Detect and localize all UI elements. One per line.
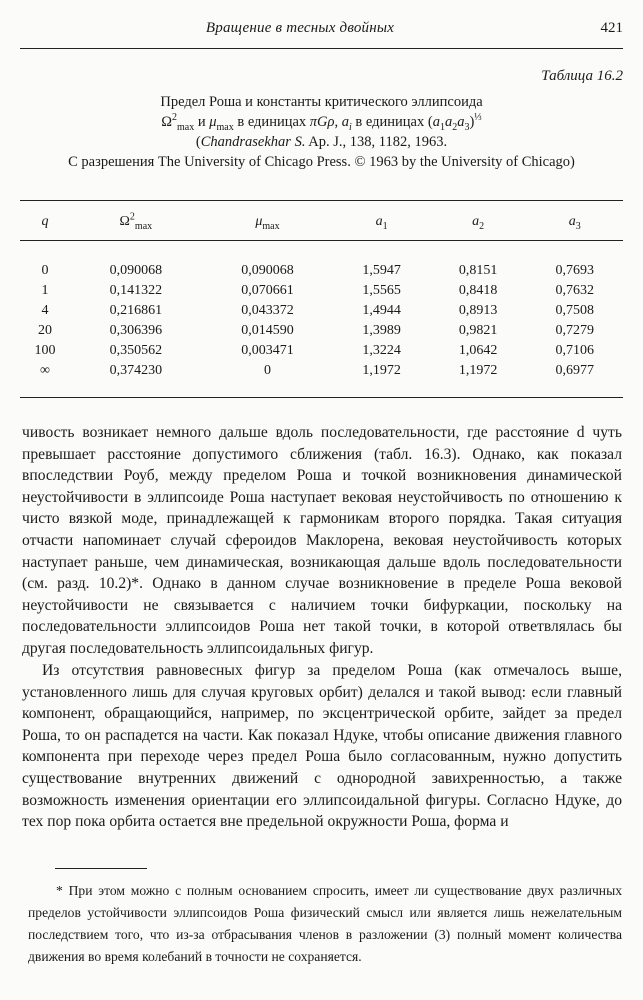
cell-mu: 0,043372 bbox=[241, 303, 294, 318]
cell-a3: 0,7632 bbox=[555, 283, 594, 298]
cell-mu: 0,003471 bbox=[241, 343, 294, 358]
cell-a3: 0,7693 bbox=[555, 263, 594, 278]
cell-a2: 1,1972 bbox=[458, 363, 498, 378]
cell-mu: 0,090068 bbox=[241, 263, 294, 278]
cell-a3: 0,7508 bbox=[555, 303, 594, 318]
cell-a3: 0,7279 bbox=[555, 323, 594, 338]
header-a3: $a_3$ bbox=[568, 214, 581, 232]
table-top-rule bbox=[20, 200, 623, 201]
body-paragraph-2: Из отсутствия равновесных фигур за пределом Роша (как отмечалось выше, установленного лишь для случая круговых орбит) делался и такой вывод: если главный компонент, обращающийся, например, по эксцентрической орбите, зайдет за предел Роша, то он распадется на части. Как показал Ндуке, чтобы описание движения главного компонента при переходе через предел Роша было согласованным, нужно допустить существование внутренних движений с однородной завихренностью, а также возможность изменения ориентации его эллипсоидальной фигуры. Согласно Ндуке, до тех пор пока орбита остается вне предельной окружности Роша, форма и bbox=[22, 662, 622, 831]
caption-line-3: (Chandrasekhar S. Ap. J., 138, 1182, 1963. bbox=[195, 134, 448, 150]
caption-line-1: Предел Роша и константы критического эллипсоида bbox=[160, 94, 483, 110]
cell-a2: 0,8151 bbox=[458, 263, 498, 278]
table-caption bbox=[14, 92, 629, 172]
cell-a1: 1,3989 bbox=[362, 323, 401, 338]
caption-line-2: $\Omega^2_{max}$ и $\mu_{max}$ в единицах πGρ, $a_i$ в единицах $(a_1a_2a_3)^{\frac{1}{3}}$ bbox=[161, 112, 482, 133]
table-row bbox=[20, 301, 623, 321]
cell-q: 100 bbox=[34, 343, 56, 358]
header-a2: $a_2$ bbox=[472, 214, 485, 232]
cell-a2: 0,8913 bbox=[458, 303, 498, 318]
cell-q: ∞ bbox=[40, 363, 50, 378]
footnote: * При этом можно с полным основанием спросить, имеет ли существование двух различных пределов устойчивости эллипсоидов Роша физический смысл или является лишь нежелательным последствием того, что из-за отбрасывания членов в разложении (3) полный момент количества движения во время колебаний в точности не сохраняется. bbox=[28, 883, 622, 964]
cell-q: 0 bbox=[41, 263, 49, 278]
table-bottom-rule bbox=[20, 397, 623, 398]
table-row bbox=[20, 341, 623, 361]
header-rule bbox=[20, 48, 623, 49]
cell-q: 20 bbox=[38, 323, 52, 338]
cell-a1: 1,1972 bbox=[362, 363, 401, 378]
cell-omega2: 0,350562 bbox=[109, 343, 163, 358]
running-title: Вращение в тесных двойных bbox=[205, 20, 395, 36]
page-number: 421 bbox=[600, 20, 623, 36]
cell-q: 1 bbox=[41, 283, 49, 298]
cell-a2: 0,8418 bbox=[458, 283, 498, 298]
cell-mu: 0 bbox=[263, 363, 271, 378]
cell-mu: 0,070661 bbox=[241, 283, 294, 298]
table-header-row bbox=[20, 204, 623, 241]
cell-a2: 1,0642 bbox=[458, 343, 498, 358]
header-q: q bbox=[41, 214, 49, 229]
cell-a1: 1,5565 bbox=[362, 283, 401, 298]
cell-omega2: 0,216861 bbox=[109, 303, 163, 318]
cell-a2: 0,9821 bbox=[458, 323, 498, 338]
cell-omega2: 0,141322 bbox=[109, 283, 163, 298]
cell-a1: 1,4944 bbox=[362, 303, 401, 318]
header-a1: $a_1$ bbox=[375, 214, 388, 232]
cell-a1: 1,3224 bbox=[362, 343, 401, 358]
table-row bbox=[20, 361, 623, 381]
cell-omega2: 0,306396 bbox=[109, 323, 163, 338]
cell-a3: 0,7106 bbox=[555, 343, 594, 358]
cell-a3: 0,6977 bbox=[555, 363, 594, 378]
cell-mu: 0,014590 bbox=[241, 323, 294, 338]
running-head bbox=[0, 20, 643, 42]
body-paragraph-1: чивость возникает немного дальше вдоль последовательности, где расстояние d чуть превышает расстояние допустимого сближения (табл. 16.3). Однако, как показал впоследствии Роуб, между пределом Роша и точкой возникновения динамической неустойчивости в эллипсоиде Роша наступает вековая неустойчивость по отношению к чисто вязкой моде, принадлежащей к гармоникам второго порядка. Такая ситуация отчасти напоминает случай сфероидов Маклорена, вековая неустойчивость которых наступает раньше, чем динамическая, возникающая дальше вдоль последовательности (см. разд. 10.2)*. Однако в данном случае возникновение в пределе Роша вековой неустойчивости не связывается с наличием точки бифуркации, поскольку на последовательности эллипсоидов Роша нет такой точки, в которой ответвлялась бы другая последовательность эллипсоидальных фигур. bbox=[22, 424, 622, 657]
cell-omega2: 0,374230 bbox=[109, 363, 163, 378]
table-row bbox=[20, 261, 623, 281]
cell-a1: 1,5947 bbox=[362, 263, 401, 278]
cell-omega2: 0,090068 bbox=[109, 263, 163, 278]
table-spacer-row bbox=[20, 241, 623, 262]
roche-limit-table bbox=[20, 204, 623, 381]
header-omega2: $\Omega^2_{max}$ bbox=[119, 211, 153, 232]
caption-line-4: С разрешения The University of Chicago Press. © 1963 by the University of Chicago) bbox=[68, 154, 575, 170]
cell-q: 4 bbox=[41, 303, 49, 318]
table-row bbox=[20, 281, 623, 301]
footnote-rule bbox=[55, 868, 147, 869]
table-label: Таблица 16.2 bbox=[541, 68, 623, 84]
table-row bbox=[20, 321, 623, 341]
header-mu: $\mu_{max}$ bbox=[255, 214, 280, 232]
